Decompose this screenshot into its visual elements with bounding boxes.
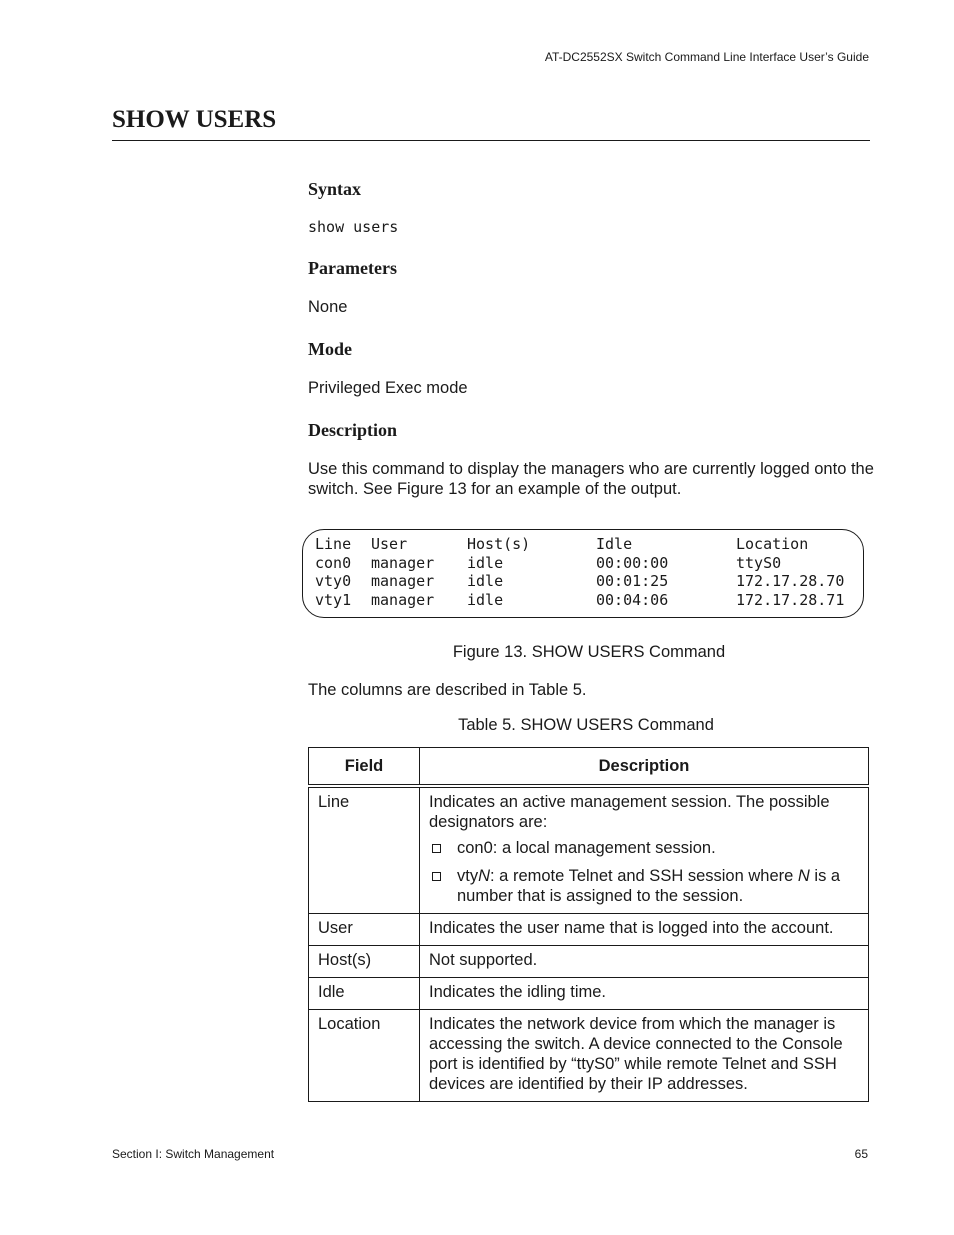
checkbox-bullet-icon [432, 844, 441, 853]
description-text: Use this command to display the managers who are currently logged onto the switch. See Figure 13 for an example of the output. [308, 460, 874, 498]
output-header-idle: Idle [596, 535, 633, 553]
table-caption: Table 5. SHOW USERS Command [458, 716, 714, 734]
bullet-variable: N [478, 867, 491, 885]
table-header-row [309, 748, 869, 787]
output-cell: idle [467, 572, 504, 591]
bullet-variable: N [797, 867, 810, 885]
output-header-line: Line [315, 535, 352, 553]
footer-section: Section I: Switch Management [112, 1147, 275, 1161]
syntax-command: show users [308, 218, 399, 236]
list-item [429, 838, 859, 858]
parameters-text: None [308, 298, 348, 316]
output-header-row [315, 535, 844, 554]
output-cell: manager [371, 590, 435, 609]
description-cell: Indicates the idling time. [420, 978, 869, 1010]
output-cell: manager [371, 572, 435, 591]
table-row [309, 914, 869, 946]
mode-heading: Mode [308, 339, 352, 359]
description-cell [420, 786, 869, 914]
output-header-user: User [371, 535, 408, 553]
output-cell: idle [467, 553, 504, 572]
figure-caption: Figure 13. SHOW USERS Command [452, 643, 726, 661]
output-cell: manager [371, 553, 435, 572]
output-cell: ttyS0 [736, 553, 782, 572]
table-header-field: Field [309, 748, 420, 787]
output-header-location: Location [736, 535, 809, 553]
output-cell: 172.17.28.71 [736, 590, 845, 609]
output-row [315, 554, 844, 573]
designator-list [429, 838, 859, 906]
checkbox-bullet-icon [432, 872, 441, 881]
field-cell: Idle [309, 978, 420, 1010]
field-cell: Line [309, 786, 420, 914]
output-cell: vty1 [315, 590, 352, 609]
table-row [309, 978, 869, 1010]
list-item [429, 866, 859, 906]
bullet-prefix: vty [457, 867, 479, 885]
output-header-hosts: Host(s) [467, 535, 531, 553]
page-number: 65 [854, 1147, 868, 1161]
parameters-heading: Parameters [308, 258, 397, 278]
title-rule [112, 140, 870, 141]
command-output-figure [302, 529, 864, 618]
output-cell: idle [467, 590, 504, 609]
command-output-table [315, 535, 844, 609]
output-cell: 00:00:00 [596, 553, 669, 572]
description-cell: Indicates the network device from which the manager is accessing the switch. A device connected to the Console port is identified by “ttyS0” while remote Telnet and SSH devices are identified by their IP addresses. [420, 1010, 869, 1102]
output-cell: 00:04:06 [596, 590, 669, 609]
page-title: SHOW USERS [112, 106, 277, 133]
output-cell: 00:01:25 [596, 572, 669, 591]
description-heading: Description [308, 420, 397, 440]
running-head: AT-DC2552SX Switch Command Line Interface User’s Guide [544, 50, 869, 64]
bullet-text: con0: a local management session. [457, 839, 716, 857]
table-row [309, 1010, 869, 1102]
bullet-suffix: is a number that is assigned to the session. [457, 867, 841, 905]
field-cell: User [309, 914, 420, 946]
description-cell: Not supported. [420, 946, 869, 978]
output-row [315, 572, 844, 591]
field-cell: Host(s) [309, 946, 420, 978]
output-cell: con0 [315, 553, 352, 572]
table-header-description: Description [420, 748, 869, 787]
description-cell: Indicates the user name that is logged into the account. [420, 914, 869, 946]
field-cell: Location [309, 1010, 420, 1102]
description-cell-text: Indicates an active management session. The possible designators are: [429, 793, 830, 831]
output-row [315, 591, 844, 610]
mode-text: Privileged Exec mode [308, 379, 468, 397]
table-intro: The columns are described in Table 5. [308, 681, 587, 699]
bullet-mid: : a remote Telnet and SSH session where [490, 867, 798, 885]
syntax-heading: Syntax [308, 179, 362, 199]
output-cell: 172.17.28.70 [736, 572, 845, 591]
table-row [309, 786, 869, 914]
fields-table [308, 747, 869, 1102]
table-row [309, 946, 869, 978]
output-cell: vty0 [315, 572, 352, 591]
